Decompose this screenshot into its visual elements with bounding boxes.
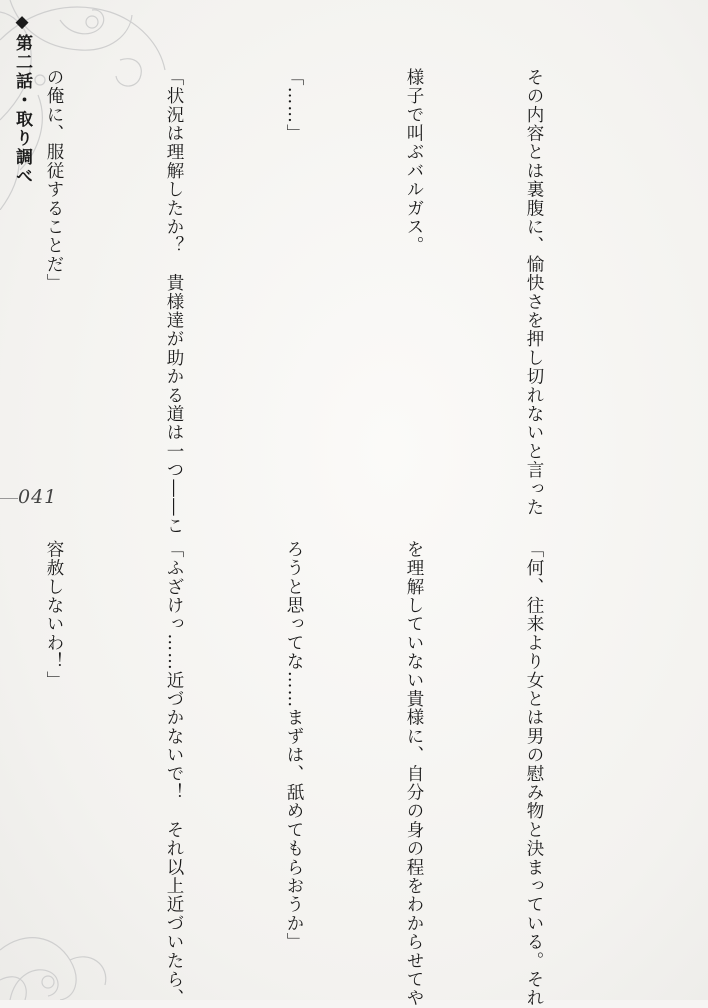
page-number: 041 <box>18 486 58 508</box>
text-line: ろうと思ってな……まずは、舐めてもらおうか」 <box>284 540 304 952</box>
text-line: 容赦しないわ！」 <box>44 540 64 690</box>
text-line: を理解していない貴様に、自分の身の程をわからせてや <box>404 540 424 1008</box>
text-line: 「ふざけっ……近づかないで！ それ以上近づいたら、 <box>164 540 184 1008</box>
text-line: 様子で叫ぶバルガス。 <box>404 68 424 255</box>
text-block-bottom <box>44 540 634 1008</box>
text-line: その内容とは裏腹に、愉快さを押し切れないと言った <box>524 68 544 517</box>
text-line: 「状況は理解したか？ 貴様達が助かる道は一つ――こ <box>164 68 184 536</box>
text-block-top <box>44 68 634 536</box>
text-line: 「何、往来より女とは男の慰み物と決まっている。それ <box>524 540 544 1008</box>
text-line: の俺に、服従することだ」 <box>44 68 64 293</box>
text-line: 「……」 <box>284 68 304 143</box>
chapter-title: ◆第二話・取り調べ <box>12 12 32 186</box>
page-number-rule <box>0 498 18 499</box>
